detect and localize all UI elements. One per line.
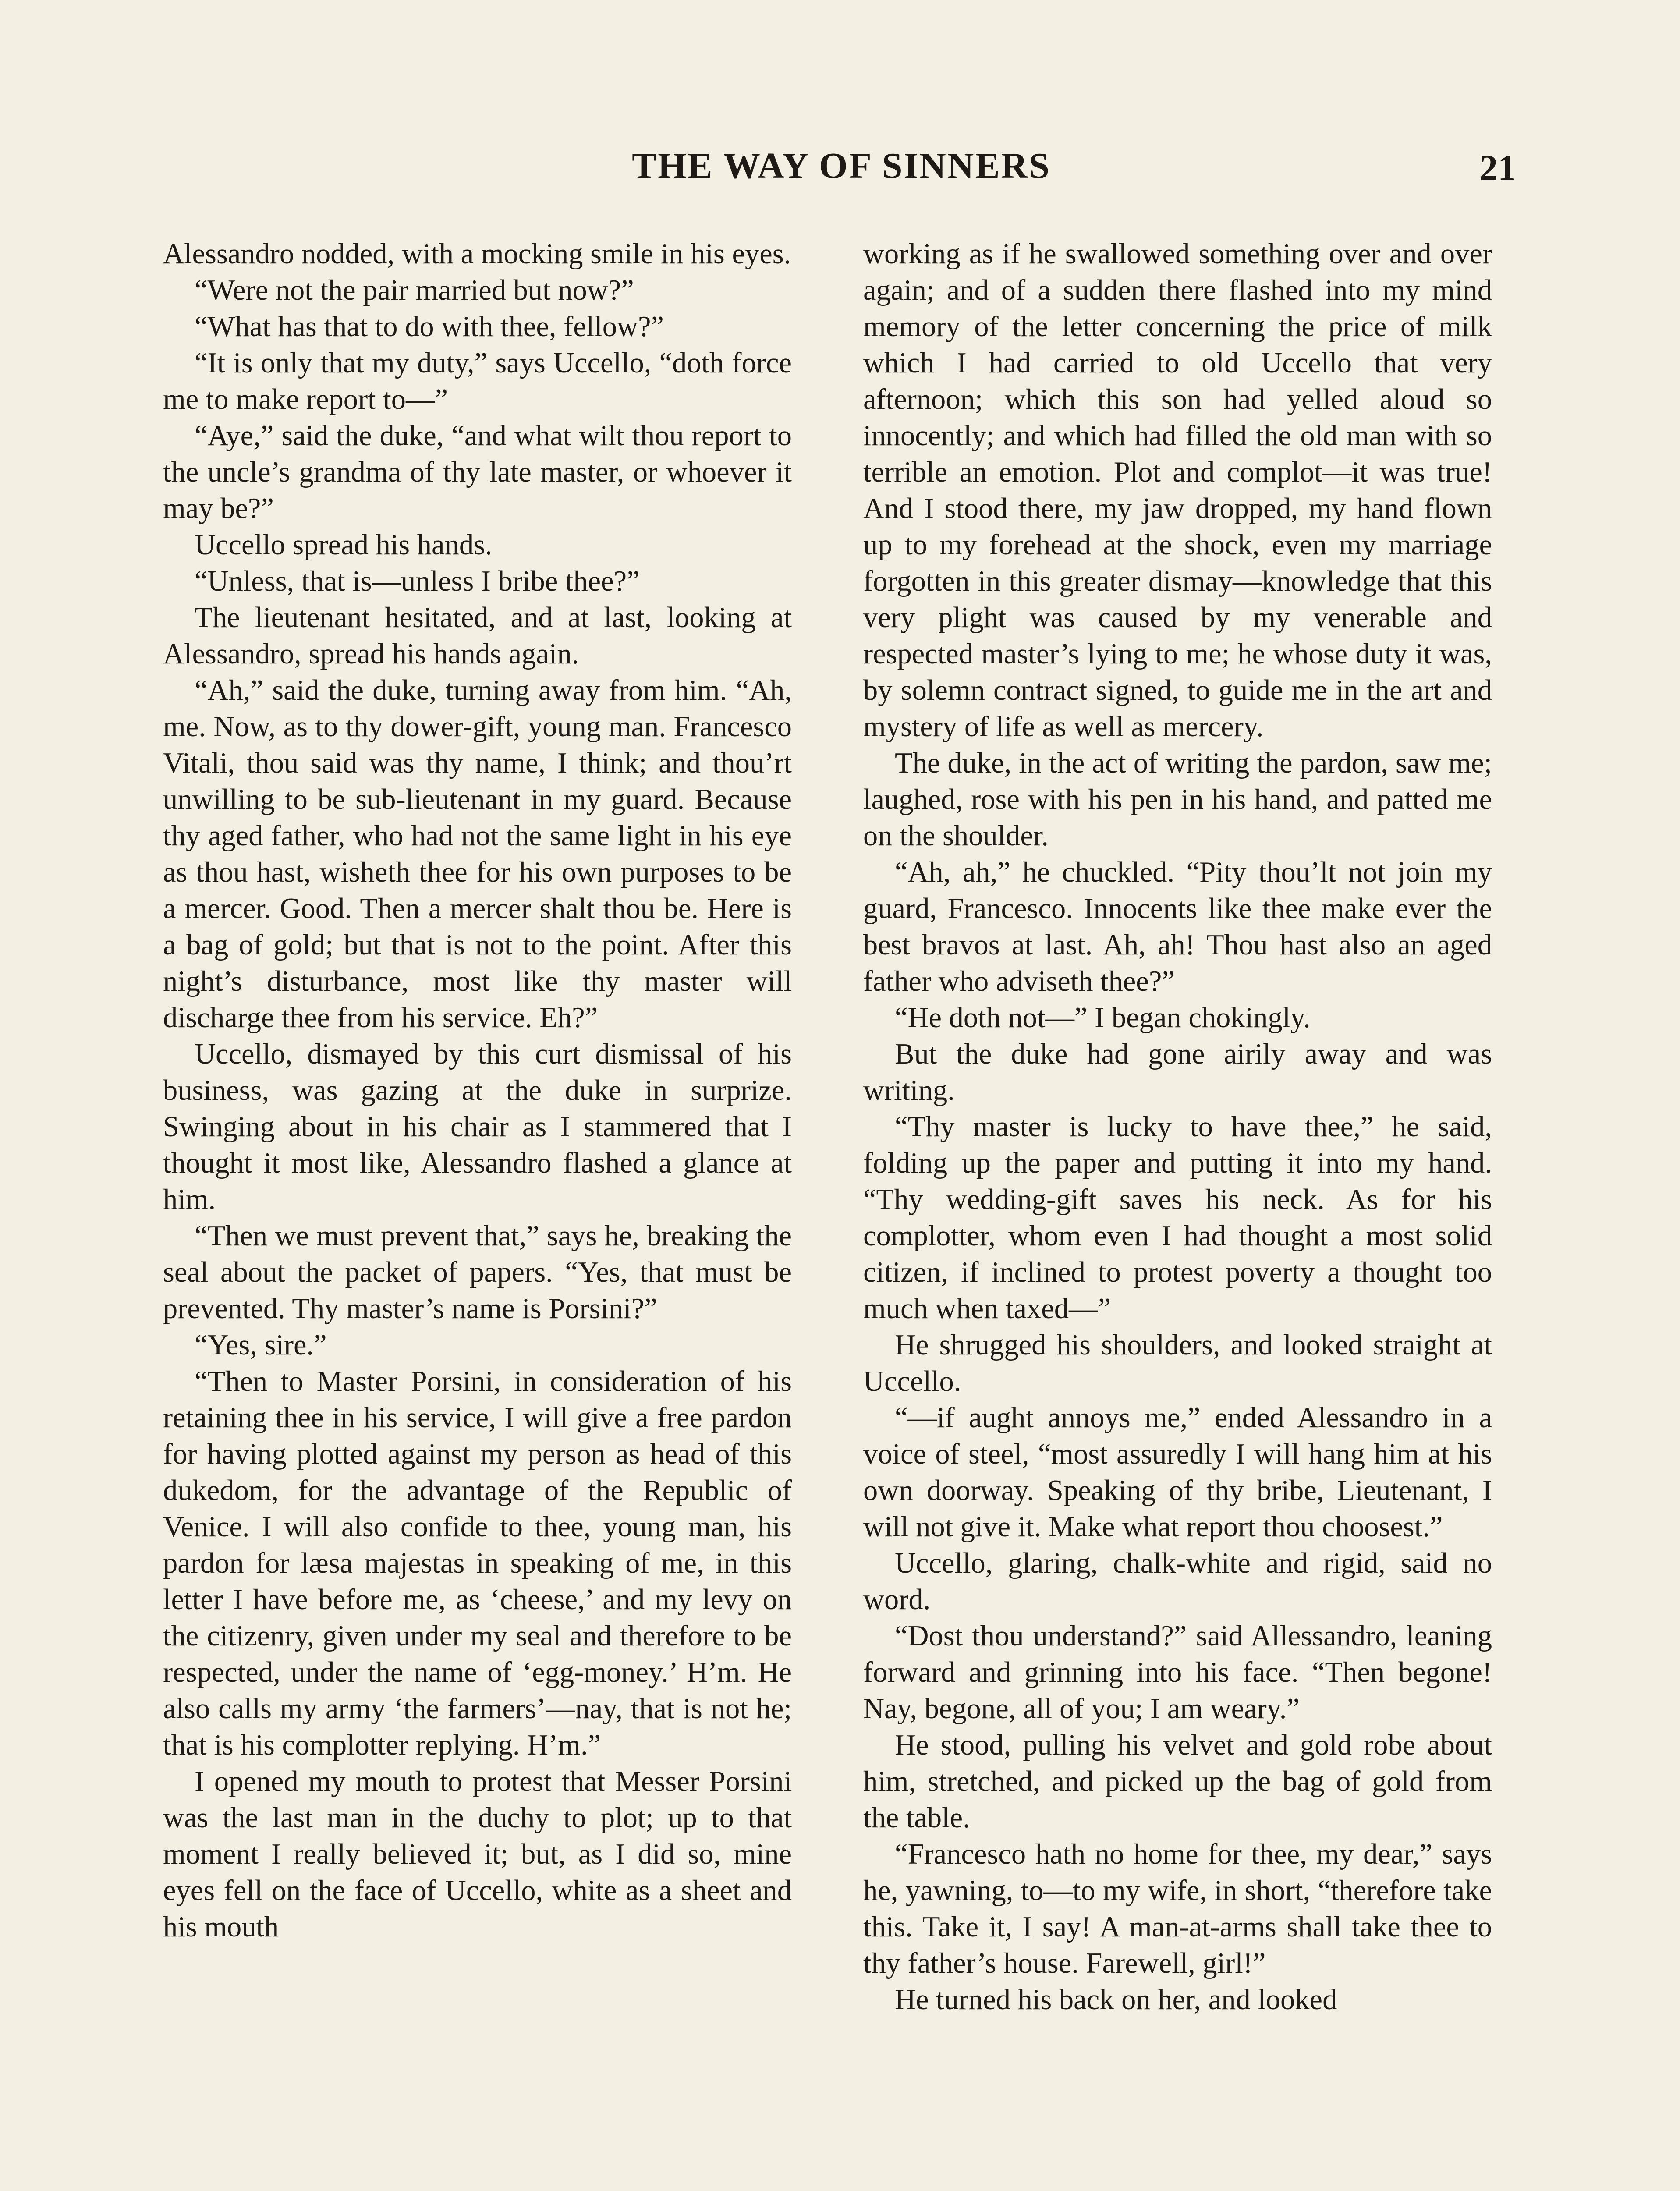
paragraph: “Aye,” said the duke, “and what wilt thou report to the uncle’s grandma of thy late master, or whoever it may be?” [163,420,792,525]
paragraph: He turned his back on her, and looked [895,1984,1337,2016]
paragraph: “Then to Master Porsini, in consideration of his retaining thee in his service, I will give a free pardon for having plotted against my person as head of this dukedom, for the advantage of the Republic of Venice. I will also confide to thee, young man, his pardon for læsa majestas in speaking of me, in this letter I have before me, as ‘cheese,’ and my levy on the citizenry, given under my seal and therefore to be respected, under the name of ‘egg-money.’ H’m. He also calls my army ‘the farmers’—nay, that is not he; that is his complotter replying. H’m.” [163,1365,792,1761]
paragraph: “What has that to do with thee, fellow?” [195,311,664,343]
paragraph: “Thy master is lucky to have thee,” he said, folding up the paper and putting it into my hand. “Thy wedding-gift saves his neck. As for his complotter, whom even I had thought a most solid citizen, if inclined to protest poverty a thought too much when taxed—” [863,1111,1492,1325]
paragraph: “It is only that my duty,” says Uccello, “doth force me to make report to—” [163,347,792,415]
paragraph: Uccello spread his hands. [195,529,493,561]
paragraph: “Ah,” said the duke, turning away from him. “Ah, me. Now, as to thy dower-gift, young man. Francesco Vitali, thou said was thy name, I think; and thou’rt unwilling to be sub-lieutenant in my guard. Because thy aged father, who had not the same light in his eye as thou hast, wisheth thee for his own purposes to be a mercer. Good. Then a mercer shalt thou be. Here is a bag of gold; but that is not to the point. After this night’s disturbance, most like thy master will discharge thee from his service. Eh?” [163,674,792,1034]
paragraph: “—if aught annoys me,” ended Alessandro in a voice of steel, “most assuredly I will hang him at his own doorway. Speaking of thy bribe, Lieutenant, I will not give it. Make what report thou choosest.” [863,1402,1492,1543]
paragraph: “Dost thou understand?” said Allessandro, leaning forward and grinning into his face. “Then begone! Nay, begone, all of you; I am weary.” [863,1620,1492,1725]
paragraph: working as if he swallowed something over and over again; and of a sudden there flashed into my mind memory of the letter concerning the price of milk which I had carried to old Uccello that very afternoon; which this son had yelled aloud so innocently; and which had filled the old man with so terrible an emotion. Plot and complot—it was true! And I stood there, my jaw dropped, my hand flown up to my forehead at the shock, even my marriage forgotten in this greater dismay—knowledge that this very plight was caused by my venerable and respected master’s lying to me; he whose duty it was, by solemn contract signed, to guide me in the art and mystery of life as well as mercery. [863,238,1492,743]
paragraph: “Unless, that is—unless I bribe thee?” [195,565,640,597]
page-number: 21 [1479,148,1516,188]
right-column [863,236,1492,2018]
paragraph: “Yes, sire.” [195,1329,327,1361]
paragraph: “Ah, ah,” he chuckled. “Pity thou’lt not join my guard, Francesco. Innocents like thee make ever the best bravos at last. Ah, ah! Thou hast also an aged father who adviseth thee?” [863,856,1492,997]
paragraph: He stood, pulling his velvet and gold robe about him, stretched, and picked up the bag of gold from the table. [863,1729,1492,1834]
paragraph: He shrugged his shoulders, and looked straight at Uccello. [863,1329,1492,1397]
left-column [163,236,792,1945]
paragraph: The duke, in the act of writing the pardon, saw me; laughed, rose with his pen in his hand, and patted me on the shoulder. [863,747,1492,852]
paragraph: “He doth not—” I began chokingly. [895,1002,1311,1034]
running-head: THE WAY OF SINNERS [632,145,1051,186]
paragraph: The lieutenant hesitated, and at last, looking at Alessandro, spread his hands again. [163,602,792,670]
paragraph: Uccello, dismayed by this curt dismissal of his business, was gazing at the duke in surprize. Swinging about in his chair as I stammered that I thought it most like, Alessandro flashed a glance at him. [163,1038,792,1216]
paragraph: Uccello, glaring, chalk-white and rigid, said no word. [863,1547,1492,1616]
paragraph: But the duke had gone airily away and was writing. [863,1038,1492,1106]
paragraph: I opened my mouth to protest that Messer Porsini was the last man in the duchy to plot; up to that moment I really believed it; but, as I did so, mine eyes fell on the face of Uccello, white as a sheet and his mouth [163,1766,792,1943]
paragraph: “Then we must prevent that,” says he, breaking the seal about the packet of papers. “Yes, that must be prevented. Thy master’s name is Porsini?” [163,1220,792,1325]
paragraph: “Francesco hath no home for thee, my dear,” says he, yawning, to—to my wife, in short, “therefore take this. Take it, I say! A man-at-arms shall take thee to thy father’s house. Farewell, girl!” [863,1838,1492,1979]
paragraph: “Were not the pair married but now?” [195,274,634,306]
paragraph: Alessandro nodded, with a mocking smile in his eyes. [163,238,791,270]
